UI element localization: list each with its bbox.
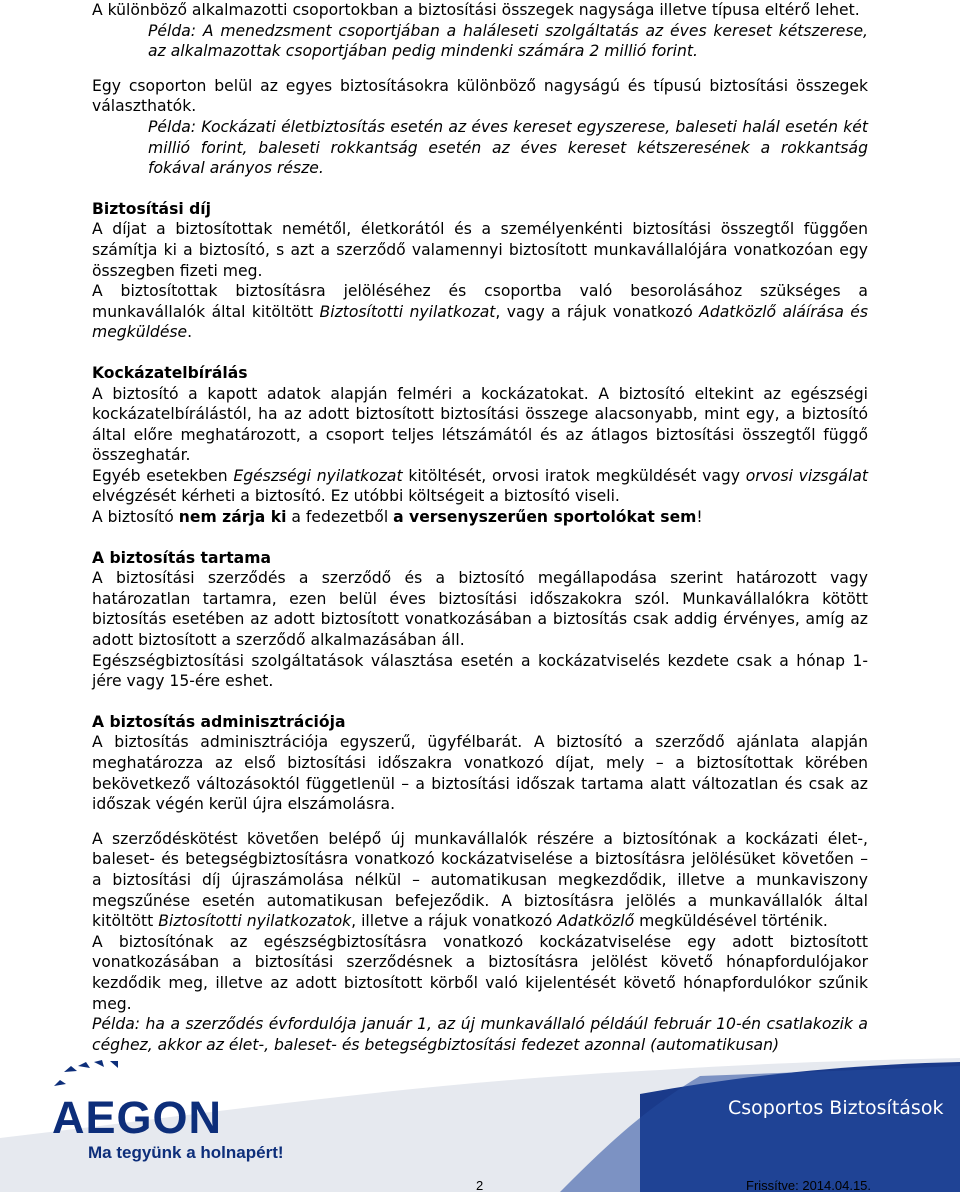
kockazat-paragraph-3: A biztosító nem zárja ki a fedezetből a versenyszerűen sportolókat sem! — [92, 508, 703, 527]
dij-paragraph-1: A díjat a biztosítottak nemétől, életkorától és a személyenkénti biztosítási összegtől függően számítja ki a biztosító, s azt a szerződő valamennyi biztosított munkavállalójára vonatkozóan egy összegben fizeti meg. — [92, 220, 868, 280]
updated-date: Frissítve: 2014.04.15. — [746, 1178, 872, 1193]
admin-paragraph-1: A biztosítás adminisztrációja egyszerű, ügyfélbarát. A biztosító a szerződő ajánlata alapján meghatározza az első biztosítási időszakra vonatkozó díjat, mely – a biztosítottak körében bekövetkező változásoktól függetlenül – a biztosítási időszak tartama alatt változatlan és csak az időszak végén kerül újra elszámolásra. — [92, 733, 868, 814]
admin-paragraph-2: A szerződéskötést követően belépő új munkavállalók részére a biztosítónak a kockázati élet-, baleset- és betegségbiztosításra vonatkozó kockázatviselése a biztosításra jelölésüket követően – a biztosítási díj újraszámolása nélkül – automatikusan megkezdődik, illetve a munkaviszony megszűnése esetén automatikusan befejeződik. A biztosításra jelölés a munkavállalók által kitöltött Biztosítotti nyilatkozatok, illetve a rájuk vonatkozó Adatközlő megküldésével történik. — [92, 829, 868, 931]
document-body — [92, 0, 868, 1055]
example-1: Példa: A menedzsment csoportjában a haláleseti szolgáltatás az éves kereset kétszerese, az alkalmazottak csoportjában pedig mindenki számára 2 millió forint. — [148, 21, 868, 61]
tagline: Ma tegyünk a holnapért! — [88, 1143, 284, 1162]
aegon-logo-text: AEGON — [52, 1092, 223, 1143]
tartam-paragraph-1: A biztosítási szerződés a szerződő és a biztosító megállapodása szerint határozott vagy határozatlan tartamra, ezen belül éves biztosítási időszakokra szól. Munkavállalókra kötött biztosítás esetében az adott biztosított vonatkozásában a biztosítás csak addig érvényes, amíg az adott biztosított a szerződő alkalmazásában áll. — [92, 569, 868, 650]
section-heading-admin: A biztosítás adminisztrációja — [92, 712, 346, 731]
admin-example: Példa: ha a szerződés évfordulója január 1, az új munkavállaló példáúl február 10-én csatlakozik a céghez, akkor az élet-, baleset- és betegségbiztosítási fedezet azonnal (automatikusan) — [92, 1015, 868, 1054]
intro-line: A különböző alkalmazotti csoportokban a biztosítási összegek nagysága illetve típusa eltérő lehet. — [92, 1, 860, 19]
kockazat-paragraph-2: Egyéb esetekben Egészségi nyilatkozat kitöltését, orvosi iratok megküldését vagy orvosi vizsgálat elvégzését kérheti a biztosító. Ez utóbbi költségeit a biztosító viseli. — [92, 466, 868, 506]
tartam-paragraph-2: Egészségbiztosítási szolgáltatások választása esetén a kockázatviselés kezdete csak a hónap 1-jére vagy 15-ére eshet. — [92, 651, 868, 691]
page-number: 2 — [476, 1178, 484, 1193]
section-heading-kockazat: Kockázatelbírálás — [92, 363, 248, 382]
division-title: Csoportos Biztosítások — [728, 1097, 944, 1119]
section-heading-dij: Biztosítási díj — [92, 199, 211, 218]
dij-paragraph-2: A biztosítottak biztosításra jelöléséhez és csoportba való besorolásához szükséges a munkavállalók által kitöltött Biztosítotti nyilatkozat, vagy a rájuk vonatkozó Adatközlő aláírása és megküldése. — [92, 282, 869, 342]
example-2: Példa: Kockázati életbiztosítás esetén az éves kereset egyszerese, baleseti halál esetén két millió forint, baleseti rokkantság esetén az éves kereset kétszeresének a rokkantság fokával arányos része. — [148, 117, 868, 178]
section-heading-tartam: A biztosítás tartama — [92, 548, 271, 567]
admin-paragraph-3: A biztosítónak az egészségbiztosításra vonatkozó kockázatviselése egy adott biztosított vonatkozásában a biztosítási szerződésnek a biztosításra jelölést követő hónapfordulójakor kezdődik meg, illetve az adott biztosított körből való kijelentését követő hónapfordulókor szűnik meg. — [92, 932, 868, 1013]
paragraph-choice: Egy csoporton belül az egyes biztosításokra különböző nagyságú és típusú biztosítási összegek választhatók. — [92, 76, 868, 116]
kockazat-paragraph-1: A biztosító a kapott adatok alapján felméri a kockázatokat. A biztosító eltekint az egészségi kockázatelbírálástól, ha az adott biztosított biztosítási összege alacsonyabb, mint egy, a biztosító által előre meghatározott, a csoport teljes létszámától és az átlagos biztosítási összegtől függő összeghatár. — [92, 384, 868, 465]
